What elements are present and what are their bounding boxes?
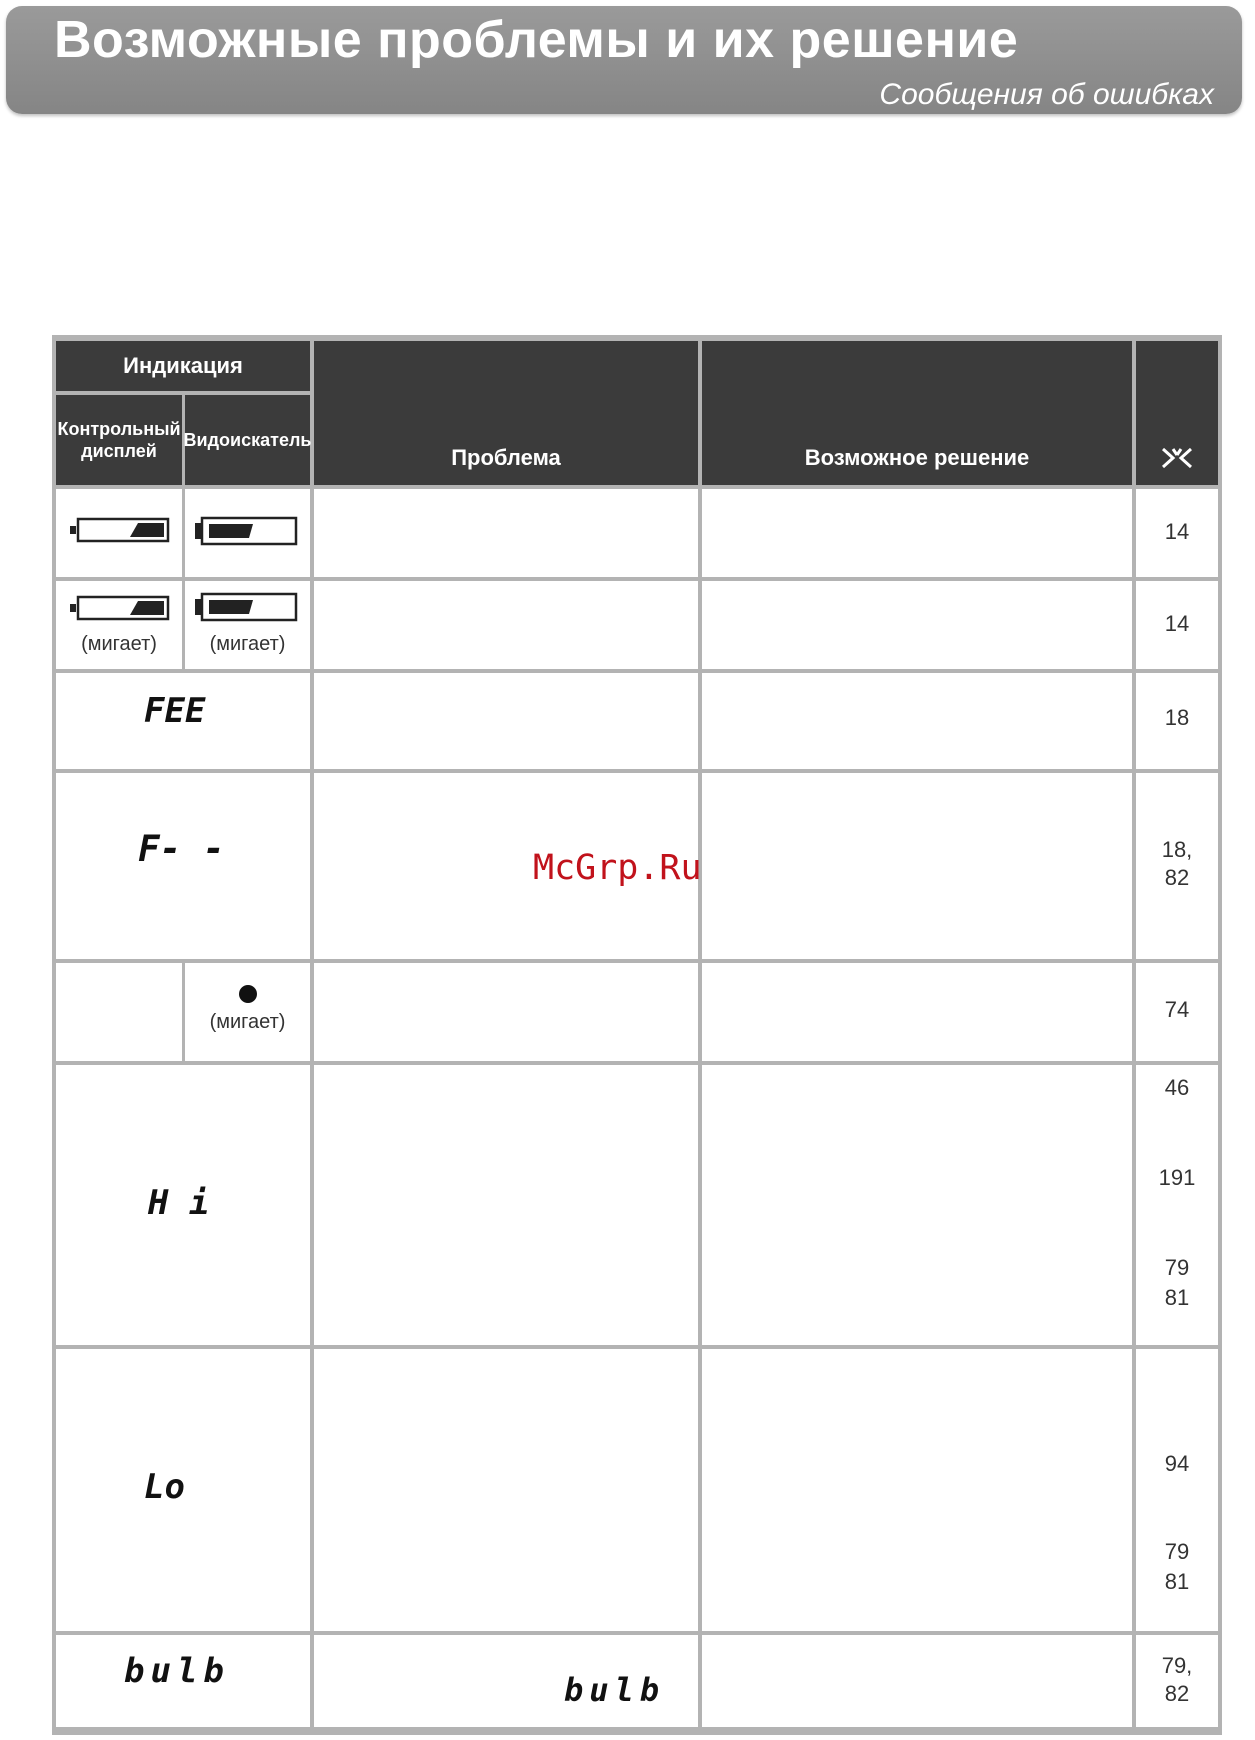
f-dash-indicator: F- - bbox=[138, 829, 225, 870]
bulb-indicator: bulb bbox=[124, 1651, 230, 1691]
header-viewfinder: Видоискатель bbox=[185, 395, 310, 485]
row5-display bbox=[56, 963, 182, 1061]
row2-pages bbox=[1136, 581, 1218, 669]
row8-display bbox=[56, 1635, 310, 1727]
row3-pages bbox=[1136, 673, 1218, 769]
header-indication: Индикация bbox=[56, 341, 310, 391]
page-ref: 14 bbox=[1164, 519, 1190, 544]
header-problem: Проблема bbox=[314, 341, 698, 485]
dot-icon bbox=[239, 985, 257, 1003]
battery-low-icon bbox=[195, 515, 299, 547]
page-ref: 81 bbox=[1164, 1569, 1190, 1594]
page-ref: 94 bbox=[1164, 1451, 1190, 1476]
page-ref: 81 bbox=[1164, 1285, 1190, 1310]
row8-solution bbox=[702, 1635, 1132, 1727]
page-ref: 46 bbox=[1164, 1075, 1190, 1100]
page-ref: 79 bbox=[1164, 1539, 1190, 1564]
row6-problem bbox=[314, 1065, 698, 1345]
hi-indicator: H i bbox=[148, 1183, 210, 1223]
row7-pages bbox=[1136, 1349, 1218, 1631]
row6-solution bbox=[702, 1065, 1132, 1345]
row7-display bbox=[56, 1349, 310, 1631]
page-ref: 82 bbox=[1164, 865, 1190, 890]
page-ref: 79, bbox=[1161, 1653, 1193, 1678]
battery-low-icon bbox=[195, 591, 299, 623]
row5-problem bbox=[314, 963, 698, 1061]
blink-note: (мигает) bbox=[209, 633, 286, 655]
row7-problem bbox=[314, 1349, 698, 1631]
page-ref: 191 bbox=[1158, 1165, 1196, 1190]
page-ref: 82 bbox=[1164, 1681, 1190, 1706]
row2-solution bbox=[702, 581, 1132, 669]
battery-low-icon bbox=[70, 593, 170, 623]
error-messages-table bbox=[52, 335, 1222, 1735]
row7-solution bbox=[702, 1349, 1132, 1631]
row5-pages bbox=[1136, 963, 1218, 1061]
row3-problem bbox=[314, 673, 698, 769]
header-bar bbox=[6, 6, 1242, 114]
row2-problem bbox=[314, 581, 698, 669]
blink-note: (мигает) bbox=[81, 633, 157, 655]
header-page-reference bbox=[1136, 341, 1218, 485]
row5-viewfinder bbox=[185, 963, 310, 1061]
row8-pages bbox=[1136, 1635, 1218, 1727]
fee-indicator: FEE bbox=[144, 691, 206, 731]
page-ref: 79 bbox=[1164, 1255, 1190, 1280]
watermark: McGrp.Ru bbox=[533, 848, 702, 888]
bulb-indicator-inline: bulb bbox=[564, 1671, 666, 1709]
header-solution: Возможное решение bbox=[702, 341, 1132, 485]
row3-display bbox=[56, 673, 310, 769]
page-title: Возможные проблемы и их решение bbox=[54, 11, 1019, 69]
lo-indicator: Lo bbox=[144, 1467, 185, 1507]
row6-pages bbox=[1136, 1065, 1218, 1345]
row8-problem bbox=[314, 1635, 698, 1727]
row1-pages bbox=[1136, 489, 1218, 577]
row1-problem bbox=[314, 489, 698, 577]
page-ref: 74 bbox=[1164, 997, 1190, 1022]
row4-solution bbox=[702, 773, 1132, 959]
row4-pages bbox=[1136, 773, 1218, 959]
header-control-display: Контрольный дисплей bbox=[56, 395, 182, 485]
row1-display bbox=[56, 489, 182, 577]
row5-solution bbox=[702, 963, 1132, 1061]
row1-viewfinder bbox=[185, 489, 310, 577]
page-reference-icon bbox=[1159, 445, 1195, 471]
row2-display bbox=[56, 581, 182, 669]
row1-solution bbox=[702, 489, 1132, 577]
row4-display bbox=[56, 773, 310, 959]
page-ref: 18 bbox=[1164, 705, 1190, 730]
page-subtitle: Сообщения об ошибках bbox=[879, 78, 1214, 111]
row6-display bbox=[56, 1065, 310, 1345]
row3-solution bbox=[702, 673, 1132, 769]
blink-note: (мигает) bbox=[209, 1011, 286, 1033]
row2-viewfinder bbox=[185, 581, 310, 669]
battery-low-icon bbox=[70, 515, 170, 545]
page-ref: 14 bbox=[1164, 611, 1190, 636]
page-ref: 18, bbox=[1161, 837, 1193, 862]
